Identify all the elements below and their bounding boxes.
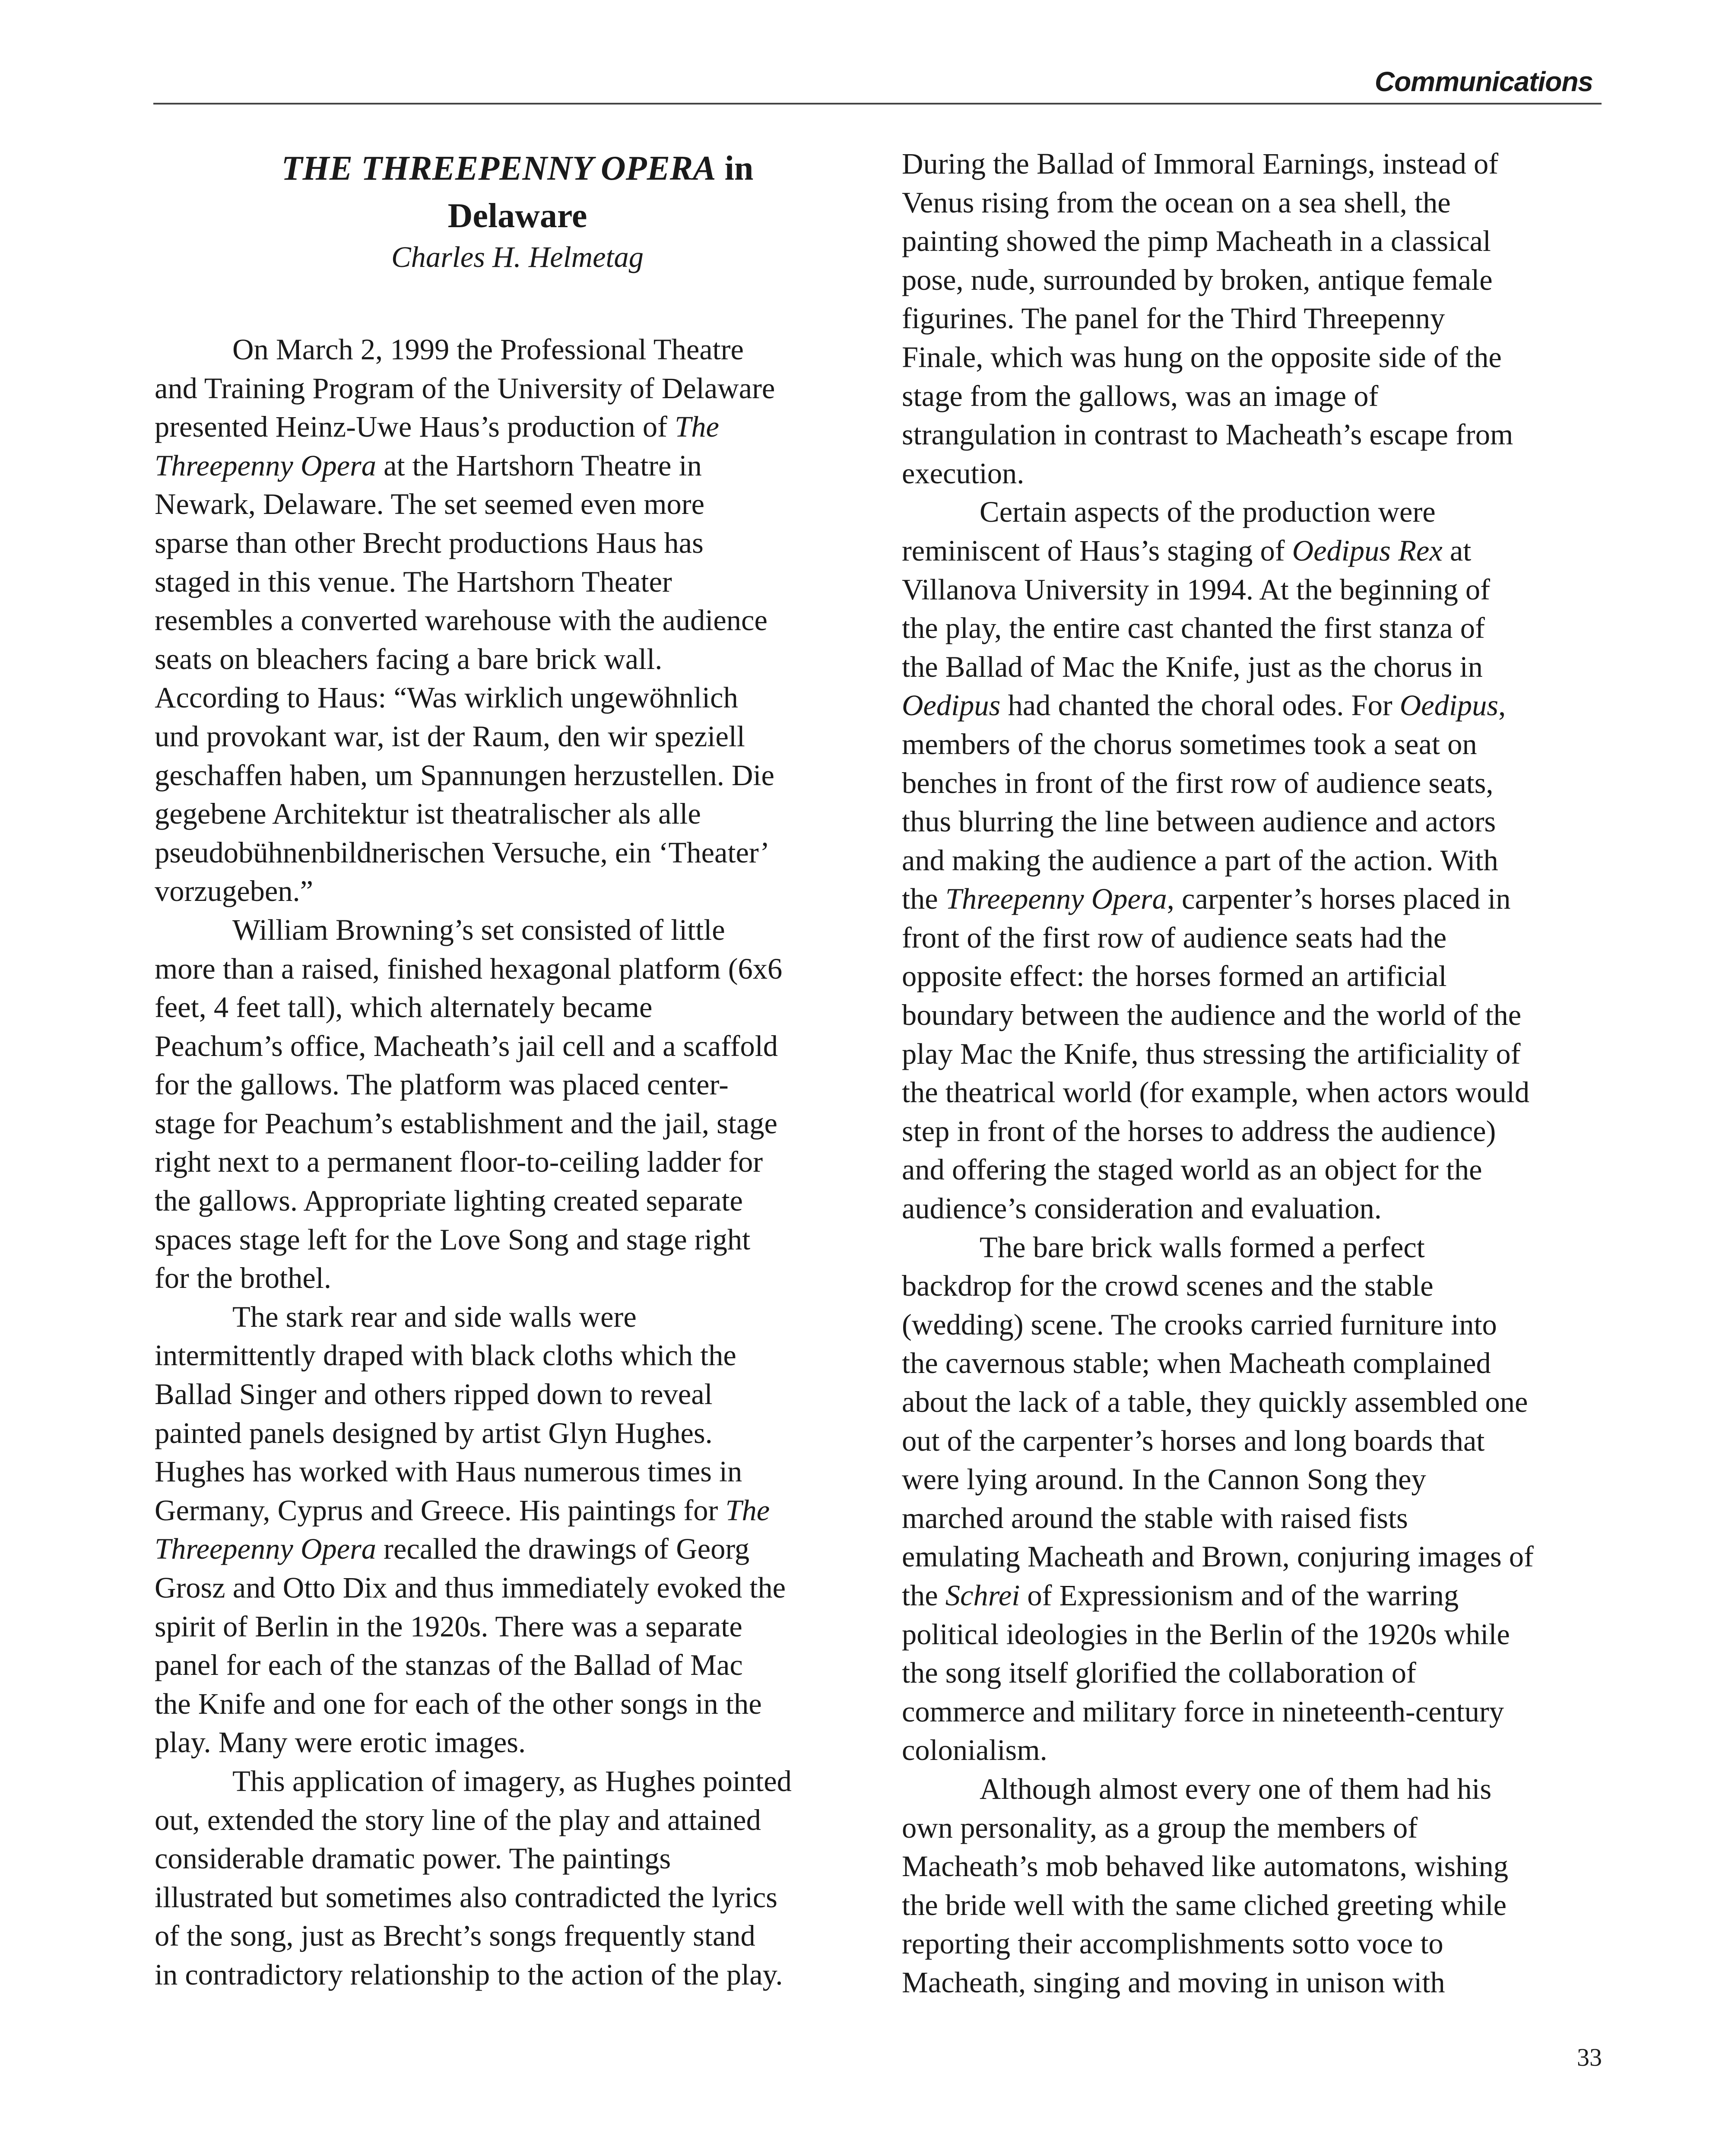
text-line — [155, 369, 863, 408]
text-line — [155, 1414, 863, 1453]
text-run: , carpenter’s horses placed in — [1167, 882, 1511, 916]
text-line — [155, 1762, 863, 1801]
text-line — [155, 1917, 863, 1956]
text-line — [155, 1104, 863, 1143]
text-run: in contradictory relationship to the action of the play. — [155, 1958, 783, 1991]
text-run: Ballad Singer and others ripped down to reveal — [155, 1378, 713, 1411]
text-run: and making the audience a part of the action. With — [902, 843, 1498, 877]
text-run: and Training Program of the University of Delaware — [155, 371, 775, 405]
italic-text: The — [675, 410, 719, 444]
text-run: Villanova University in 1994. At the beginning of — [902, 573, 1490, 606]
text-run: execution. — [902, 457, 1025, 490]
text-line — [155, 408, 863, 447]
text-line — [155, 1569, 863, 1607]
italic-text: Threepenny Opera — [945, 882, 1167, 916]
italic-text: Oedipus — [902, 689, 1001, 722]
text-run: figurines. The panel for the Third Threepenny — [902, 302, 1445, 335]
text-line — [902, 1035, 1610, 1074]
text-run: vorzugeben.” — [155, 875, 314, 908]
text-run: play Mac the Knife, thus stressing the artificiality of — [902, 1037, 1521, 1070]
text-run: On March 2, 1999 the Professional Theatre — [232, 333, 744, 366]
text-run: at — [1442, 534, 1472, 567]
text-run: sparse than other Brecht productions Haus has — [155, 526, 704, 559]
text-run: illustrated but sometimes also contradicted the lyrics — [155, 1880, 777, 1914]
text-line — [902, 145, 1610, 184]
text-line — [155, 1182, 863, 1221]
page-number: 33 — [1577, 2043, 1602, 2071]
text-line — [155, 795, 863, 834]
text-run: Peachum’s office, Macheath’s jail cell and a scaffold — [155, 1029, 778, 1062]
text-line — [902, 493, 1610, 532]
text-line — [902, 725, 1610, 764]
text-run: feet, 4 feet tall), which alternately became — [155, 991, 653, 1024]
text-line — [902, 1073, 1610, 1112]
text-run: Hughes has worked with Haus numerous times in — [155, 1455, 742, 1488]
text-line — [902, 1189, 1610, 1228]
text-line — [155, 1956, 863, 1994]
text-line — [155, 1298, 863, 1337]
text-run: benches in front of the first row of audience seats, — [902, 766, 1494, 799]
text-run: Venus rising from the ocean on a sea shell, the — [902, 186, 1451, 219]
text-line — [902, 609, 1610, 648]
text-run: strangulation in contrast to Macheath’s escape from — [902, 418, 1513, 451]
text-line — [155, 1801, 863, 1840]
text-line — [902, 764, 1610, 803]
text-run: more than a raised, finished hexagonal platform (6x6 — [155, 952, 783, 985]
text-run: backdrop for the crowd scenes and the stable — [902, 1269, 1434, 1303]
text-line — [155, 1259, 863, 1298]
text-line — [902, 1422, 1610, 1461]
text-run: the song itself glorified the collaboration of — [902, 1656, 1416, 1690]
text-line — [902, 299, 1610, 338]
text-line — [902, 1615, 1610, 1654]
text-run: out, extended the story line of the play and attained — [155, 1803, 761, 1836]
text-line — [902, 1731, 1610, 1770]
text-run: about the lack of a table, they quickly assembled one — [902, 1386, 1528, 1418]
text-line — [902, 1538, 1610, 1576]
text-line — [902, 532, 1610, 571]
text-run: , — [1498, 689, 1506, 722]
text-run: Macheath, singing and moving in unison with — [902, 1966, 1445, 1999]
text-run: the Knife and one for each of the other songs in the — [155, 1687, 762, 1720]
text-run: und provokant war, ist der Raum, den wir speziell — [155, 720, 745, 753]
text-line — [155, 1027, 863, 1066]
text-line — [155, 1646, 863, 1685]
text-run: play. Many were erotic images. — [155, 1726, 526, 1759]
text-line — [155, 1530, 863, 1569]
text-run: This application of imagery, as Hughes pointed — [232, 1764, 792, 1798]
text-line — [155, 1491, 863, 1530]
text-run: and offering the staged world as an object for the — [902, 1153, 1482, 1186]
text-run: emulating Macheath and Brown, conjuring images of — [902, 1540, 1534, 1573]
text-line — [902, 648, 1610, 687]
text-line — [155, 1336, 863, 1375]
text-run: panel for each of the stanzas of the Ballad of Mac — [155, 1649, 743, 1682]
text-run: the — [902, 1579, 945, 1612]
italic-text: Oedipus Rex — [1292, 534, 1443, 567]
text-run: the cavernous stable; when Macheath complained — [902, 1347, 1491, 1380]
text-line — [902, 1654, 1610, 1693]
text-run: the Ballad of Mac the Knife, just as the chorus in — [902, 650, 1483, 683]
text-line — [902, 1228, 1610, 1267]
text-line — [902, 1963, 1610, 2002]
left-column — [155, 145, 863, 1994]
text-line — [902, 1499, 1610, 1538]
text-line — [155, 1839, 863, 1878]
text-run: audience’s consideration and evaluation. — [902, 1192, 1382, 1225]
text-run: resembles a converted warehouse with the audience — [155, 604, 768, 637]
text-run: Germany, Cyprus and Greece. His paintings for — [155, 1493, 726, 1527]
text-line — [155, 1221, 863, 1259]
text-line — [155, 1685, 863, 1724]
text-line — [155, 330, 863, 369]
text-run: William Browning’s set consisted of little — [232, 913, 725, 946]
text-run: spirit of Berlin in the 1920s. There was a separate — [155, 1610, 742, 1643]
text-line — [155, 950, 863, 989]
text-run: the gallows. Appropriate lighting created separate — [155, 1184, 743, 1218]
text-run: the play, the entire cast chanted the first stanza of — [902, 612, 1485, 645]
text-line — [902, 1847, 1610, 1886]
text-line — [902, 261, 1610, 300]
text-run: thus blurring the line between audience and actors — [902, 805, 1496, 838]
text-line — [902, 919, 1610, 958]
text-line — [155, 1452, 863, 1491]
text-run: Certain aspects of the production were — [980, 495, 1436, 529]
text-run: of the song, just as Brecht’s songs frequently stand — [155, 1919, 755, 1953]
text-run: reminiscent of Haus’s staging of — [902, 534, 1292, 567]
text-line — [155, 524, 863, 563]
text-line — [155, 640, 863, 679]
article-author: Charles H. Helmetag — [391, 241, 644, 273]
text-run: were lying around. In the Cannon Song they — [902, 1463, 1426, 1496]
text-line — [155, 563, 863, 602]
italic-text: The — [725, 1493, 770, 1527]
text-run: political ideologies in the Berlin of the 1920s while — [902, 1617, 1510, 1651]
article-title — [172, 145, 863, 240]
text-run: Although almost every one of them had his — [980, 1772, 1492, 1805]
text-run: for the gallows. The platform was placed center- — [155, 1068, 729, 1101]
text-run: marched around the stable with raised fists — [902, 1501, 1408, 1535]
article-title-line2: Delaware — [447, 197, 587, 235]
text-line — [902, 1151, 1610, 1189]
text-run: for the brothel. — [155, 1262, 331, 1295]
header-rule — [153, 103, 1602, 105]
text-run: had chanted the choral odes. For — [1000, 689, 1400, 722]
article-title-italic: THE THREEPENNY OPERA — [281, 149, 716, 187]
text-line — [902, 1770, 1610, 1809]
text-line — [902, 222, 1610, 261]
text-line — [155, 1375, 863, 1414]
text-run: (wedding) scene. The crooks carried furniture into — [902, 1308, 1497, 1341]
text-run: staged in this venue. The Hartshorn Theater — [155, 565, 672, 598]
italic-text: Threepenny Opera — [155, 449, 376, 482]
text-run: According to Haus: “Was wirklich ungewöhnlich — [155, 681, 738, 714]
text-line — [155, 1065, 863, 1104]
text-line — [155, 447, 863, 485]
text-run: painted panels designed by artist Glyn Hughes. — [155, 1416, 713, 1449]
text-line — [155, 485, 863, 524]
text-line — [902, 1460, 1610, 1499]
text-run: stage from the gallows, was an image of — [902, 379, 1379, 412]
text-line — [902, 377, 1610, 416]
text-run: painting showed the pimp Macheath in a classical — [902, 225, 1491, 258]
text-line — [155, 679, 863, 717]
text-line — [902, 1344, 1610, 1383]
text-line — [902, 686, 1610, 725]
text-run: reporting their accomplishments sotto voce to — [902, 1927, 1443, 1960]
text-line — [155, 717, 863, 756]
text-run: of Expressionism and of the warring — [1020, 1579, 1459, 1612]
text-line — [155, 756, 863, 795]
text-run: colonialism. — [902, 1734, 1047, 1767]
text-line — [155, 1607, 863, 1646]
text-run: opposite effect: the horses formed an artificial — [902, 960, 1447, 993]
text-line — [902, 1809, 1610, 1848]
text-line — [902, 454, 1610, 493]
text-run: pseudobühnenbildnerischen Versuche, ein ‘Theater’ — [155, 836, 770, 869]
text-line — [902, 1693, 1610, 1731]
text-line — [902, 338, 1610, 377]
text-line — [155, 1878, 863, 1917]
italic-text: Schrei — [945, 1579, 1020, 1612]
text-run: presented Heinz-Uwe Haus’s production of — [155, 410, 675, 444]
text-run: Grosz and Otto Dix and thus immediately evoked the — [155, 1571, 786, 1604]
italic-text: Threepenny Opera — [155, 1532, 376, 1566]
italic-text: Oedipus — [1399, 689, 1499, 722]
text-line — [155, 834, 863, 872]
text-line — [902, 880, 1610, 919]
text-run: members of the chorus sometimes took a seat on — [902, 727, 1477, 761]
text-run: Macheath’s mob behaved like automatons, wishing — [902, 1850, 1508, 1883]
text-line — [902, 802, 1610, 841]
text-run: stage for Peachum’s establishment and the jail, stage — [155, 1107, 777, 1140]
text-line — [155, 1723, 863, 1762]
text-line — [902, 415, 1610, 454]
text-run: right next to a permanent floor-to-ceiling ladder for — [155, 1145, 763, 1179]
text-run: commerce and military force in nineteenth-century — [902, 1695, 1504, 1728]
text-run: the bride well with the same cliched greeting while — [902, 1888, 1507, 1921]
text-run: intermittently draped with black cloths which the — [155, 1339, 736, 1372]
text-run: front of the first row of audience seats had the — [902, 921, 1447, 954]
text-run: spaces stage left for the Love Song and stage right — [155, 1223, 751, 1256]
text-line — [902, 957, 1610, 996]
right-column — [902, 145, 1610, 2002]
text-run: Newark, Delaware. The set seemed even more — [155, 488, 705, 521]
text-line — [902, 1112, 1610, 1151]
text-run: at the Hartshorn Theatre in — [376, 449, 702, 482]
text-run: considerable dramatic power. The paintings — [155, 1842, 671, 1875]
text-line — [902, 1306, 1610, 1344]
text-line — [155, 988, 863, 1027]
text-run: out of the carpenter’s horses and long boards that — [902, 1424, 1485, 1457]
text-run: geschaffen haben, um Spannungen herzustellen. Die — [155, 758, 774, 792]
text-run: Finale, which was hung on the opposite side of the — [902, 340, 1502, 374]
text-line — [902, 1925, 1610, 1963]
text-line — [902, 1576, 1610, 1615]
text-line — [902, 184, 1610, 222]
text-run: step in front of the horses to address the audience) — [902, 1114, 1496, 1148]
text-line — [902, 1886, 1610, 1925]
text-line — [902, 1267, 1610, 1306]
text-run: gegebene Architektur ist theatralischer als alle — [155, 797, 701, 831]
text-line — [155, 601, 863, 640]
text-line — [902, 1383, 1610, 1422]
text-line — [155, 911, 863, 950]
text-run: boundary between the audience and the world of the — [902, 999, 1522, 1032]
text-line — [902, 571, 1610, 609]
text-line — [155, 1143, 863, 1182]
article-title-rest: in — [716, 149, 754, 187]
text-line — [902, 996, 1610, 1035]
text-run: pose, nude, surrounded by broken, antique female — [902, 263, 1493, 296]
text-line — [155, 872, 863, 911]
text-line — [902, 841, 1610, 880]
text-run: The stark rear and side walls were — [232, 1300, 637, 1333]
text-run: The bare brick walls formed a perfect — [980, 1230, 1425, 1264]
article-heading — [172, 145, 863, 274]
text-run: the theatrical world (for example, when actors would — [902, 1076, 1530, 1109]
running-header: Communications — [1374, 66, 1593, 97]
text-run: seats on bleachers facing a bare brick wall. — [155, 642, 663, 675]
text-run: During the Ballad of Immoral Earnings, instead of — [902, 147, 1499, 180]
text-run: recalled the drawings of Georg — [376, 1532, 750, 1566]
text-run: the — [902, 882, 945, 916]
text-run: own personality, as a group the members of — [902, 1811, 1418, 1844]
right-column-body — [902, 145, 1610, 2002]
left-column-body — [155, 330, 863, 1994]
